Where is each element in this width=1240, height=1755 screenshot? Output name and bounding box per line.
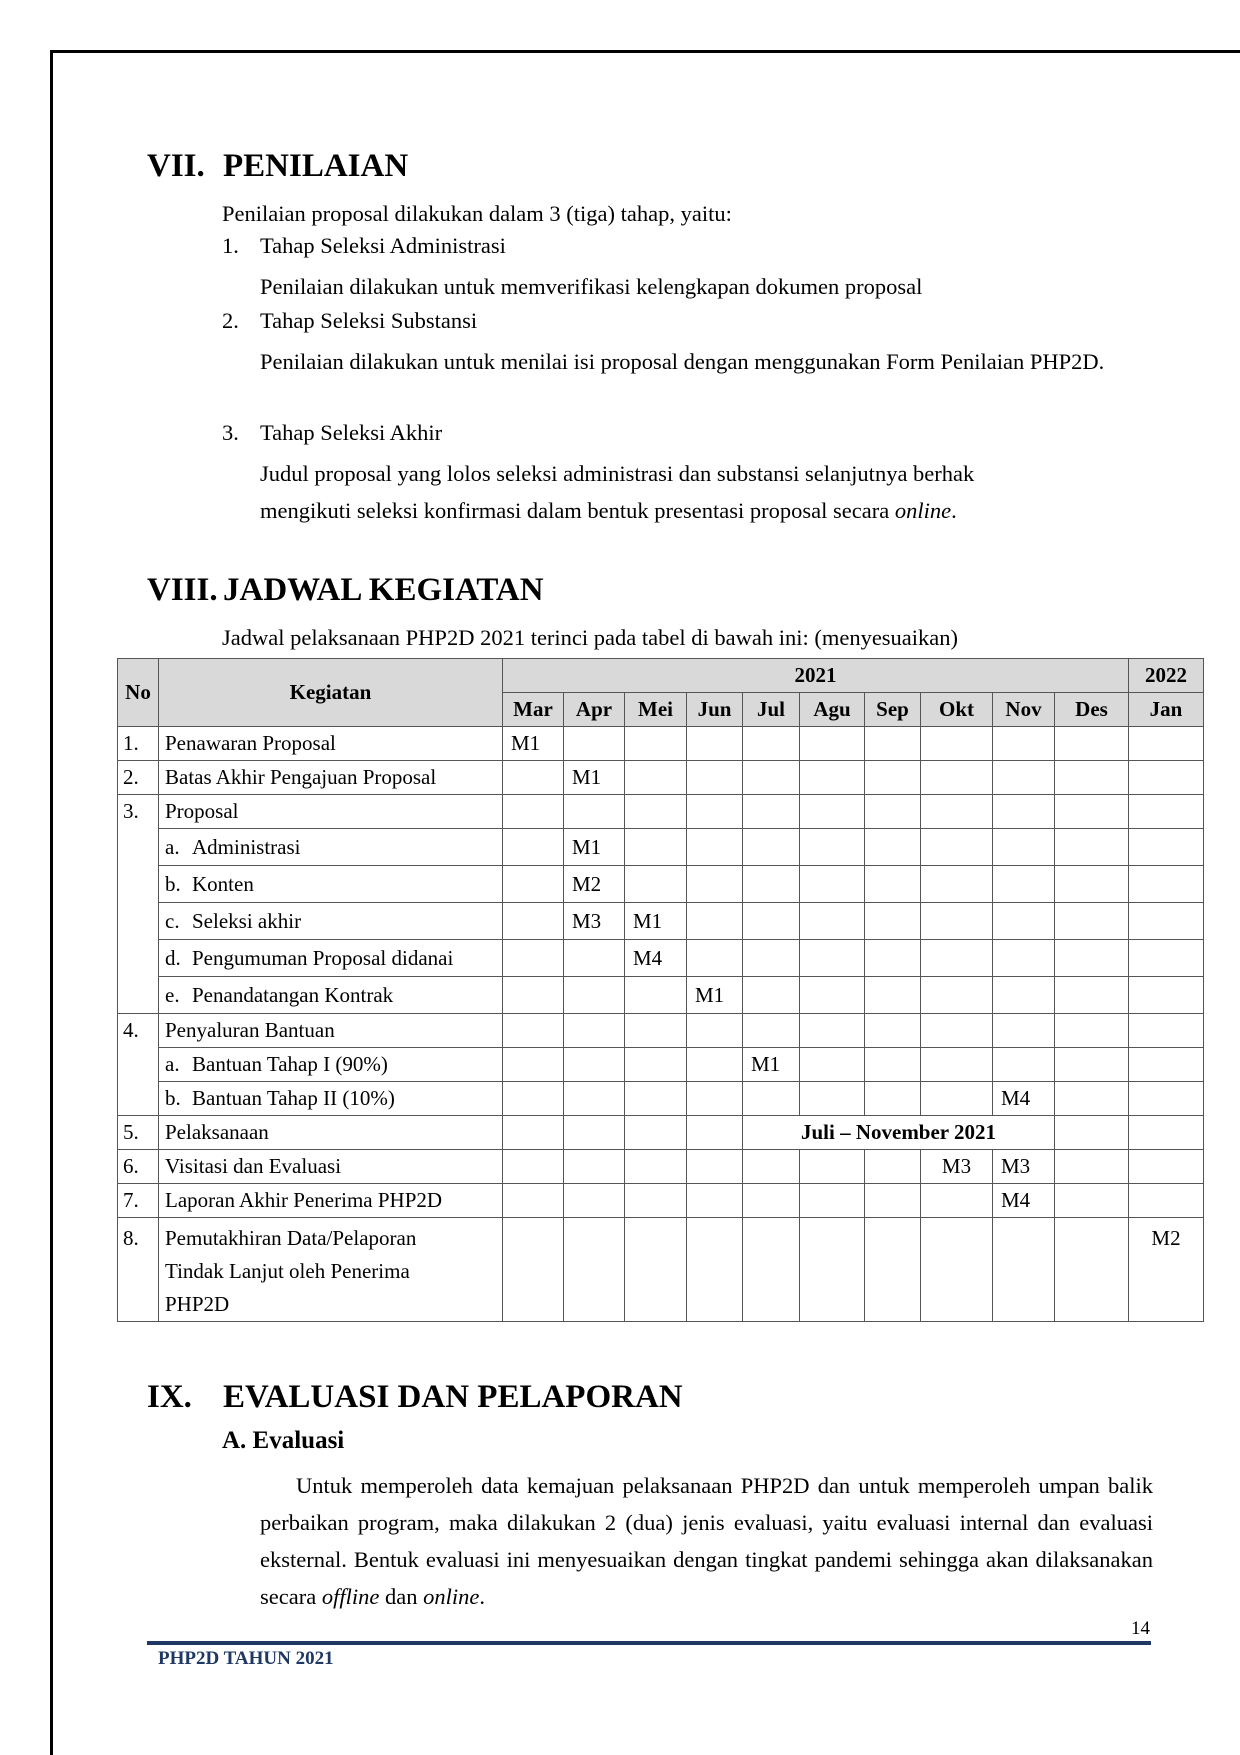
section-7-intro: Penilaian proposal dilakukan dalam 3 (tiga) tahap, yaitu: (222, 201, 732, 226)
section-8-intro: Jadwal pelaksanaan PHP2D 2021 terinci pada tabel di bawah ini: (menyesuaikan) (222, 625, 959, 650)
header-month: Jul (743, 693, 800, 727)
section-7-heading (147, 148, 408, 185)
header-month: Jan (1129, 693, 1204, 727)
activity-label: d. Pengumuman Proposal didanai (159, 940, 503, 977)
row-number: 6. (118, 1150, 159, 1184)
section-8-title: JADWAL KEGIATAN (223, 572, 544, 608)
section-9-heading (147, 1379, 683, 1416)
table-row (118, 1150, 1204, 1184)
header-kegiatan: Kegiatan (159, 659, 503, 727)
table-row (118, 727, 1204, 761)
row-number: 3. (118, 795, 159, 1014)
milestone-cell: M4 (993, 1082, 1055, 1116)
activity-label: Laporan Akhir Penerima PHP2D (159, 1184, 503, 1218)
assessment-item-1-desc: Penilaian dilakukan untuk memverifikasi kelengkapan dokumen proposal (260, 274, 923, 299)
section-7-number: VII. (147, 148, 205, 184)
activity-label: b. Bantuan Tahap II (10%) (159, 1082, 503, 1116)
milestone-cell: M1 (564, 829, 625, 866)
milestone-cell: M3 (921, 1150, 993, 1184)
milestone-cell: M2 (564, 866, 625, 903)
section-9-title: EVALUASI DAN PELAPORAN (223, 1379, 683, 1415)
table-row (118, 795, 1204, 829)
milestone-cell: M1 (743, 1048, 800, 1082)
table-row (118, 940, 1204, 977)
header-month: Sep (865, 693, 921, 727)
table-row (118, 829, 1204, 866)
milestone-cell: M1 (564, 761, 625, 795)
activity-label: Visitasi dan Evaluasi (159, 1150, 503, 1184)
table-row (118, 1082, 1204, 1116)
header-year-2021: 2021 (503, 659, 1129, 693)
activity-label: Pelaksanaan (159, 1116, 503, 1150)
table-row (118, 1116, 1204, 1150)
header-month: Jun (687, 693, 743, 727)
header-month: Nov (993, 693, 1055, 727)
item-number: 2. (222, 308, 239, 333)
row-number: 5. (118, 1116, 159, 1150)
item-title: Tahap Seleksi Akhir (260, 420, 443, 445)
header-month: Agu (800, 693, 865, 727)
milestone-cell: M1 (687, 977, 743, 1014)
desc-line: Judul proposal yang lolos seleksi administrasi dan substansi selanjutnya berhak (260, 461, 975, 486)
activity-label: e. Penandatangan Kontrak (159, 977, 503, 1014)
item-number: 3. (222, 420, 239, 445)
activity-label: Penyaluran Bantuan (159, 1014, 503, 1048)
activity-label: b. Konten (159, 866, 503, 903)
desc-line: mengikuti seleksi konfirmasi dalam bentuk presentasi proposal secara online. (260, 498, 957, 523)
milestone-cell: M3 (993, 1150, 1055, 1184)
milestone-cell: M3 (564, 903, 625, 940)
milestone-cell: M1 (625, 903, 687, 940)
section-8-number: VIII. (147, 572, 218, 608)
table-row (118, 903, 1204, 940)
page-frame-top-border (50, 50, 1240, 53)
footer-divider (147, 1641, 1151, 1645)
header-month: Des (1055, 693, 1129, 727)
table-row (118, 1184, 1204, 1218)
table-row (118, 977, 1204, 1014)
row-number: 1. (118, 727, 159, 761)
assessment-item-3-desc (260, 455, 1160, 529)
header-year-2022: 2022 (1129, 659, 1204, 693)
activity-label: c. Seleksi akhir (159, 903, 503, 940)
header-month: Mei (625, 693, 687, 727)
header-month: Apr (564, 693, 625, 727)
activity-label: Penawaran Proposal (159, 727, 503, 761)
milestone-cell: M2 (1129, 1218, 1204, 1322)
page-number: 14 (1131, 1618, 1150, 1639)
implementation-period: Juli – November 2021 (743, 1116, 1055, 1150)
header-month: Mar (503, 693, 564, 727)
schedule-table (117, 658, 1204, 1322)
section-9-number: IX. (147, 1379, 192, 1415)
milestone-cell: M4 (625, 940, 687, 977)
row-number: 8. (118, 1218, 159, 1322)
activity-label: a. Bantuan Tahap I (90%) (159, 1048, 503, 1082)
item-title: Tahap Seleksi Administrasi (260, 233, 506, 258)
row-number: 2. (118, 761, 159, 795)
section-7-title: PENILAIAN (223, 148, 409, 184)
table-row (118, 1048, 1204, 1082)
item-title: Tahap Seleksi Substansi (260, 308, 478, 333)
activity-label: Pemutakhiran Data/Pelaporan Tindak Lanjut oleh Penerima PHP2D (159, 1218, 503, 1322)
page-frame-left-border (50, 50, 53, 1755)
row-number: 4. (118, 1014, 159, 1116)
table-row (118, 1218, 1204, 1322)
table-row (118, 761, 1204, 795)
footer-text: PHP2D TAHUN 2021 (158, 1648, 334, 1669)
activity-label: Batas Akhir Pengajuan Proposal (159, 761, 503, 795)
milestone-cell: M1 (503, 727, 564, 761)
activity-label: a. Administrasi (159, 829, 503, 866)
row-number: 7. (118, 1184, 159, 1218)
evaluation-paragraph: Untuk memperoleh data kemajuan pelaksanaan PHP2D dan untuk memperoleh umpan balik perbaikan program, maka dilakukan 2 (dua) jenis evaluasi, yaitu evaluasi internal dan evaluasi eksternal. Bentuk evaluasi ini menyesuaikan dengan tingkat pandemi sehingga akan dilaksanakan secara offline dan online. (260, 1473, 1153, 1609)
header-no: No (118, 659, 159, 727)
activity-label: Proposal (159, 795, 503, 829)
table-row (118, 866, 1204, 903)
assessment-item-2-desc: Penilaian dilakukan untuk menilai isi proposal dengan menggunakan Form Penilaian PHP2D. (260, 349, 1105, 374)
section-8-heading (147, 572, 544, 609)
milestone-cell: M4 (993, 1184, 1055, 1218)
table-row (118, 1014, 1204, 1048)
item-number: 1. (222, 233, 239, 258)
header-month: Okt (921, 693, 993, 727)
subsection-a-heading: A. Evaluasi (222, 1427, 345, 1454)
